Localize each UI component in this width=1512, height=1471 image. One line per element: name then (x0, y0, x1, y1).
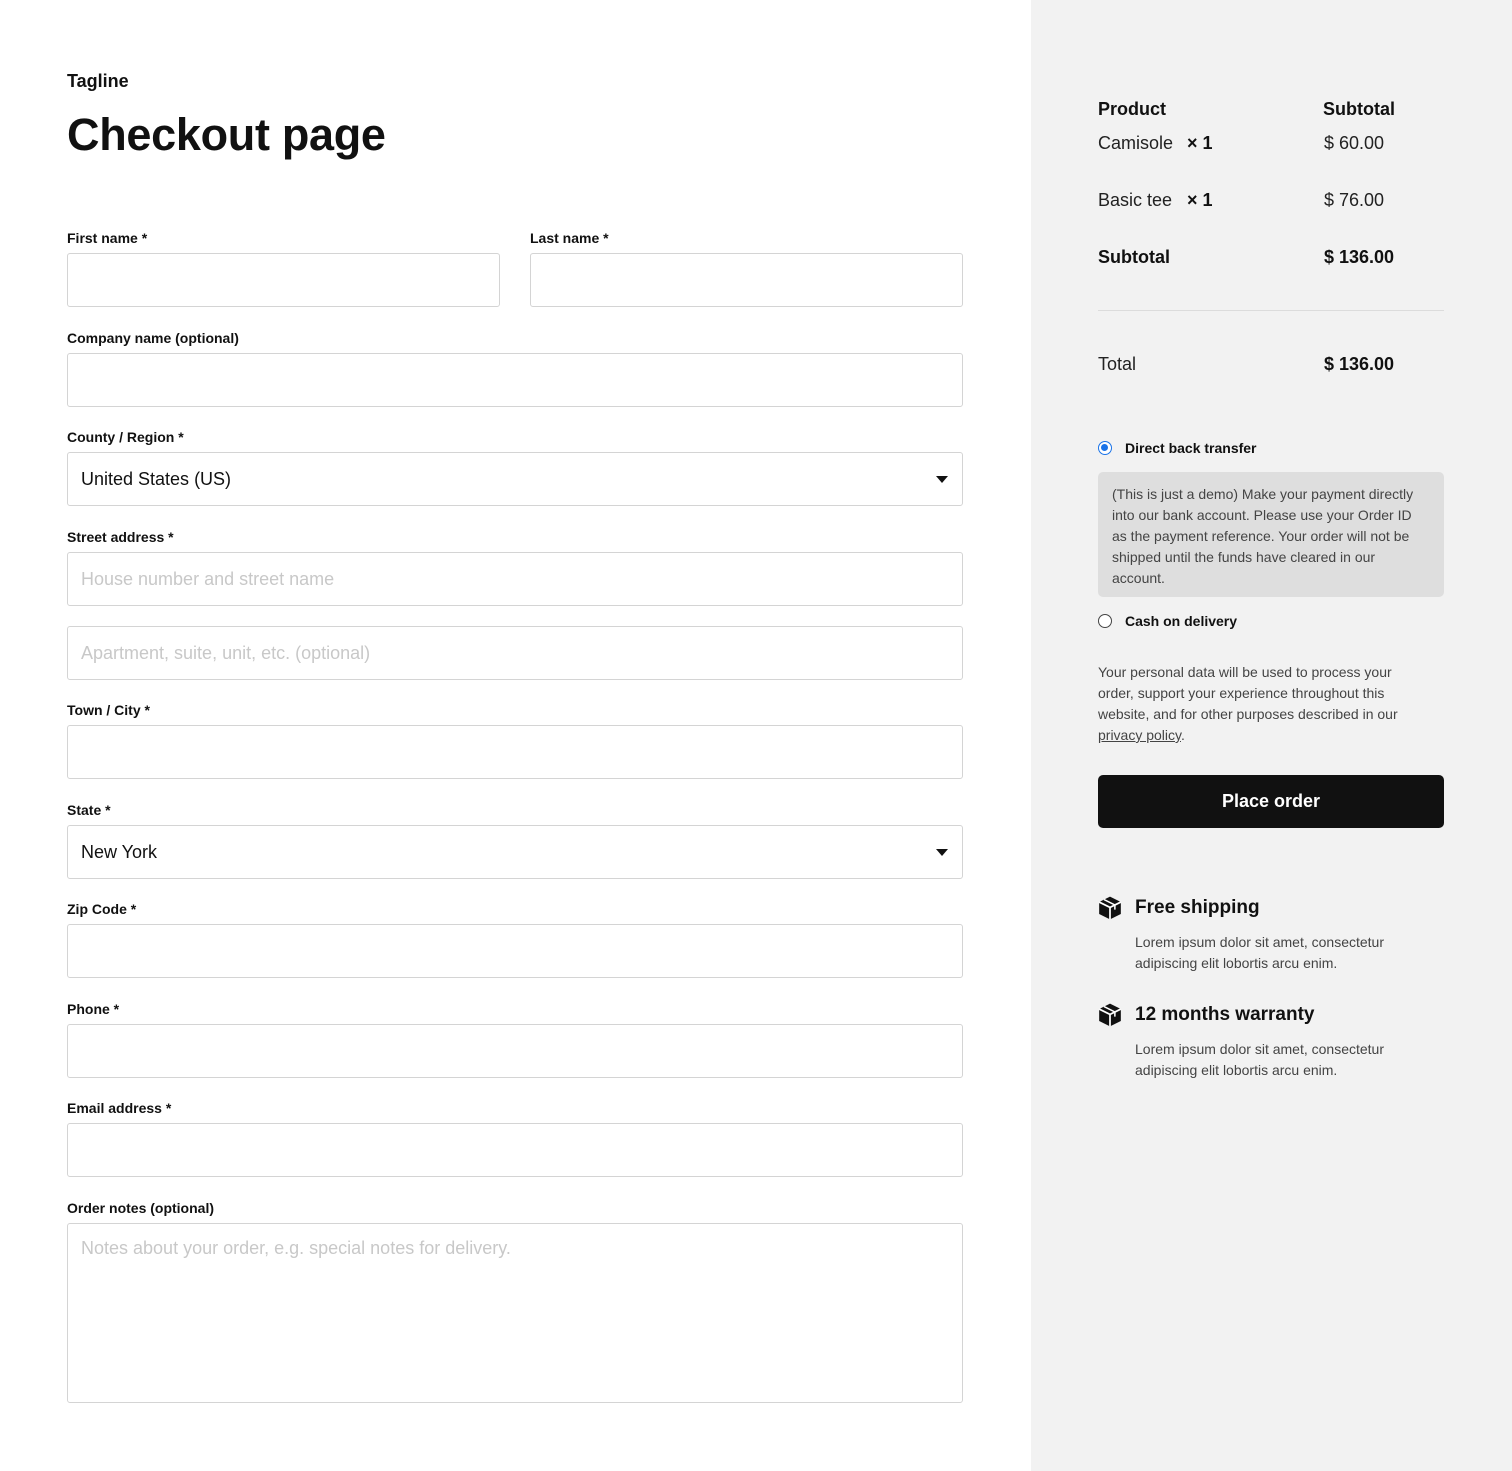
line-item-price: $ 60.00 (1324, 133, 1385, 153)
privacy-policy-link[interactable]: privacy policy (1098, 727, 1181, 743)
street-input[interactable] (67, 552, 963, 606)
chevron-down-icon (936, 476, 948, 483)
subtotal-value: $ 136.00 (1324, 247, 1395, 267)
line-item-qty: × 1 (1187, 133, 1213, 153)
email-input[interactable] (67, 1123, 963, 1177)
email-label: Email address * (67, 1100, 172, 1116)
bank-transfer-note: (This is just a demo) Make your payment directly into our bank account. Please use your Order ID as the payment reference. Your order will not be shipped until the funds have cleared in our account. (1098, 472, 1444, 597)
state-label: State * (67, 802, 111, 818)
state-select-value: New York (81, 841, 158, 862)
feature-description: Lorem ipsum dolor sit amet, consectetur adipiscing elit lobortis arcu enim. (1135, 1041, 1384, 1078)
line-item-price: $ 76.00 (1324, 190, 1385, 210)
feature-description: Lorem ipsum dolor sit amet, consectetur adipiscing elit lobortis arcu enim. (1135, 934, 1384, 971)
city-label: Town / City * (67, 702, 150, 718)
phone-input[interactable] (67, 1024, 963, 1078)
box-icon (1097, 1002, 1123, 1028)
feature-title: Free shipping (1135, 897, 1260, 918)
total-value: $ 136.00 (1324, 354, 1395, 374)
zip-input[interactable] (67, 924, 963, 978)
bank-transfer-radio[interactable] (1098, 441, 1112, 455)
summary-divider (1098, 310, 1444, 311)
zip-label: Zip Code * (67, 901, 137, 917)
order-notes-label: Order notes (optional) (67, 1200, 214, 1216)
place-order-button[interactable]: Place order (1098, 775, 1444, 828)
subtotal-label: Subtotal (1098, 247, 1170, 267)
first-name-label: First name * (67, 230, 148, 246)
cash-on-delivery-label[interactable]: Cash on delivery (1125, 613, 1238, 629)
country-select-value: United States (US) (81, 468, 232, 489)
last-name-input[interactable] (530, 253, 963, 307)
subtotal-column-header: Subtotal (1323, 99, 1395, 119)
line-item-name: Camisole (1098, 133, 1174, 153)
chevron-down-icon (936, 849, 948, 856)
city-input[interactable] (67, 725, 963, 779)
first-name-input[interactable] (67, 253, 500, 307)
tagline: Tagline (67, 71, 129, 91)
total-label: Total (1098, 354, 1137, 374)
privacy-text: Your personal data will be used to process your order, support your experience throughout this website, and for other purposes described in our (1098, 664, 1398, 722)
line-item-qty: × 1 (1187, 190, 1213, 210)
product-column-header: Product (1098, 99, 1167, 119)
page-title: Checkout page (67, 109, 386, 160)
apartment-input[interactable] (67, 626, 963, 680)
line-item-name: Basic tee (1098, 190, 1173, 210)
cash-on-delivery-radio[interactable] (1098, 614, 1112, 628)
street-label: Street address * (67, 529, 174, 545)
privacy-period: . (1181, 727, 1185, 743)
company-input[interactable] (67, 353, 963, 407)
privacy-notice (1098, 662, 1428, 746)
country-label: County / Region * (67, 429, 184, 445)
country-select[interactable] (67, 452, 963, 506)
order-notes-input[interactable] (67, 1223, 963, 1403)
feature-title: 12 months warranty (1135, 1004, 1315, 1025)
box-icon (1097, 895, 1123, 921)
company-label: Company name (optional) (67, 330, 239, 346)
last-name-label: Last name * (530, 230, 609, 246)
bank-transfer-label[interactable]: Direct back transfer (1125, 440, 1257, 456)
state-select[interactable] (67, 825, 963, 879)
phone-label: Phone * (67, 1001, 120, 1017)
